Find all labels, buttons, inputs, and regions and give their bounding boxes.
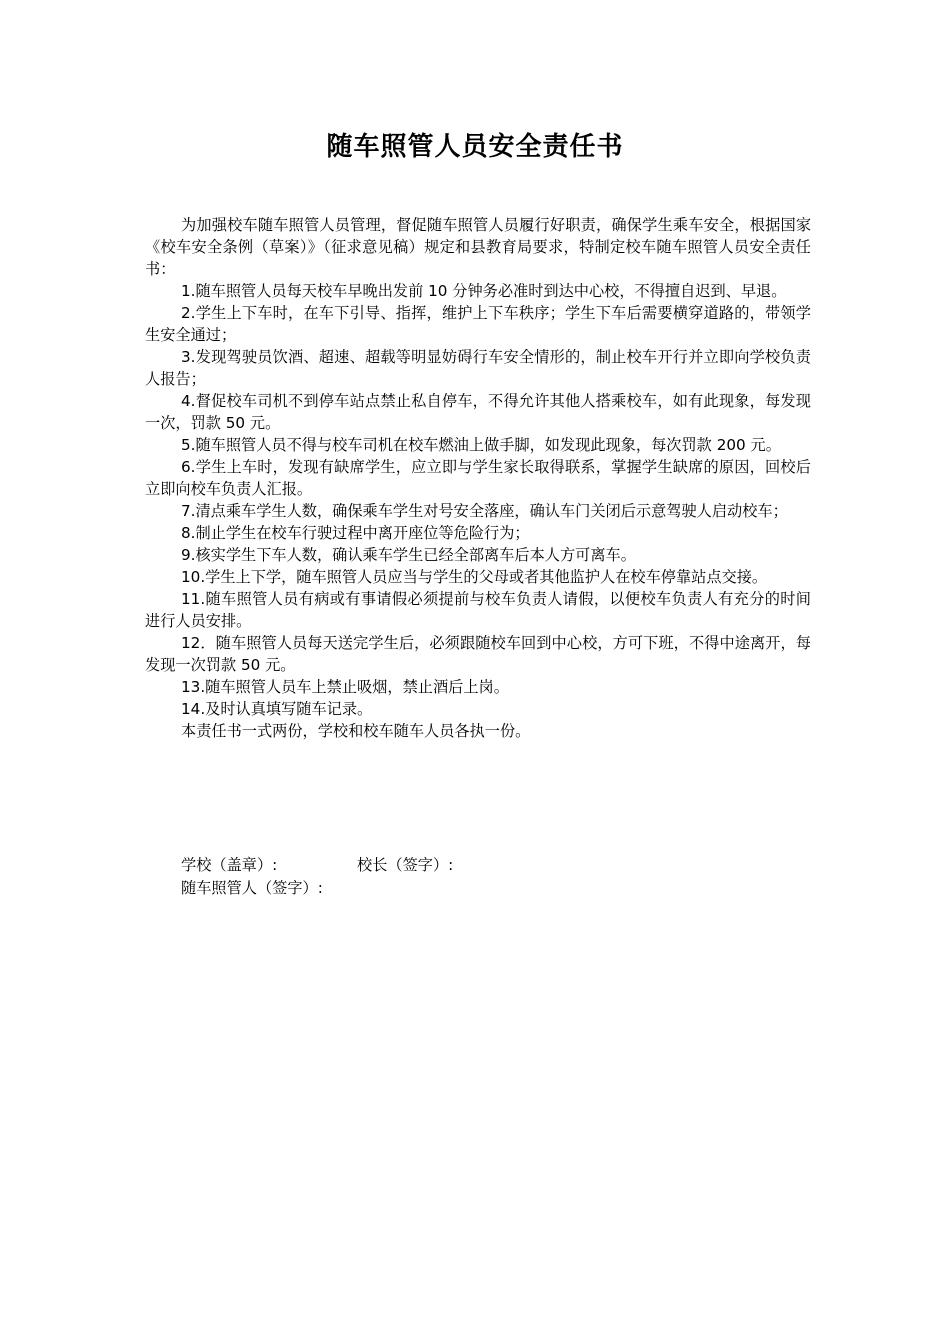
- clause-item: 3.发现驾驶员饮酒、超速、超载等明显妨碍行车安全情形的，制止校车开行并立即向学校负责人报告；: [145, 348, 811, 388]
- clause-item: 9.核实学生下车人数，确认乘车学生已经全部离车后本人方可离车。: [181, 546, 636, 564]
- clause-item: 14.及时认真填写随车记录。: [181, 700, 373, 718]
- clause-item: 11.随车照管人员有病或有事请假必须提前与校车负责人请假，以便校车负责人有充分的时间进行人员安排。: [145, 590, 811, 630]
- closing-paragraph: 本责任书一式两份，学校和校车随车人员各执一份。: [181, 722, 531, 740]
- clause-item: 13.随车照管人员车上禁止吸烟，禁止酒后上岗。: [181, 678, 509, 696]
- intro-paragraph: 为加强校车随车照管人员管理，督促随车照管人员履行好职责，确保学生乘车安全，根据国家《校车安全条例（草案）》（征求意见稿）规定和县教育局要求，特制定校车随车照管人员安全责任书：: [145, 216, 811, 278]
- clause-item: 7.清点乘车学生人数，确保乘车学生对号安全落座，确认车门关闭后示意驾驶人启动校车；: [181, 502, 788, 520]
- clause-item: 8.制止学生在校车行驶过程中离开座位等危险行为；: [181, 524, 530, 542]
- principal-signature-label: 校长（签字）:: [357, 856, 454, 874]
- clause-item: 12．随车照管人员每天送完学生后，必须跟随校车回到中心校，方可下班，不得中途离开，每发现一次罚款 50 元。: [145, 634, 811, 674]
- document-title: 随车照管人员安全责任书: [326, 132, 624, 162]
- clause-item: 10.学生上下学，随车照管人员应当与学生的父母或者其他监护人在校车停靠站点交接。: [181, 568, 768, 586]
- clause-item: 6.学生上车时，发现有缺席学生，应立即与学生家长取得联系，掌握学生缺席的原因，回校后立即向校车负责人汇报。: [145, 458, 811, 498]
- signature-block: [181, 854, 781, 900]
- document-body: [145, 214, 811, 742]
- clause-item: 5.随车照管人员不得与校车司机在校车燃油上做手脚，如发现此现象，每次罚款 200 元。: [181, 436, 781, 454]
- signature-row: [181, 877, 781, 900]
- signature-row: [181, 854, 781, 877]
- attendant-signature-label: 随车照管人（签字）:: [181, 879, 323, 897]
- clause-item: 4.督促校车司机不到停车站点禁止私自停车，不得允许其他人搭乘校车，如有此现象，每发现一次，罚款 50 元。: [145, 392, 811, 432]
- school-seal-label: 学校（盖章）:: [181, 856, 278, 874]
- clause-item: 1.随车照管人员每天校车早晚出发前 10 分钟务必准时到达中心校，不得擅自迟到、早退。: [181, 282, 787, 300]
- clause-item: 2.学生上下车时，在车下引导、指挥，维护上下车秩序；学生下车后需要横穿道路的，带领学生安全通过；: [145, 304, 811, 344]
